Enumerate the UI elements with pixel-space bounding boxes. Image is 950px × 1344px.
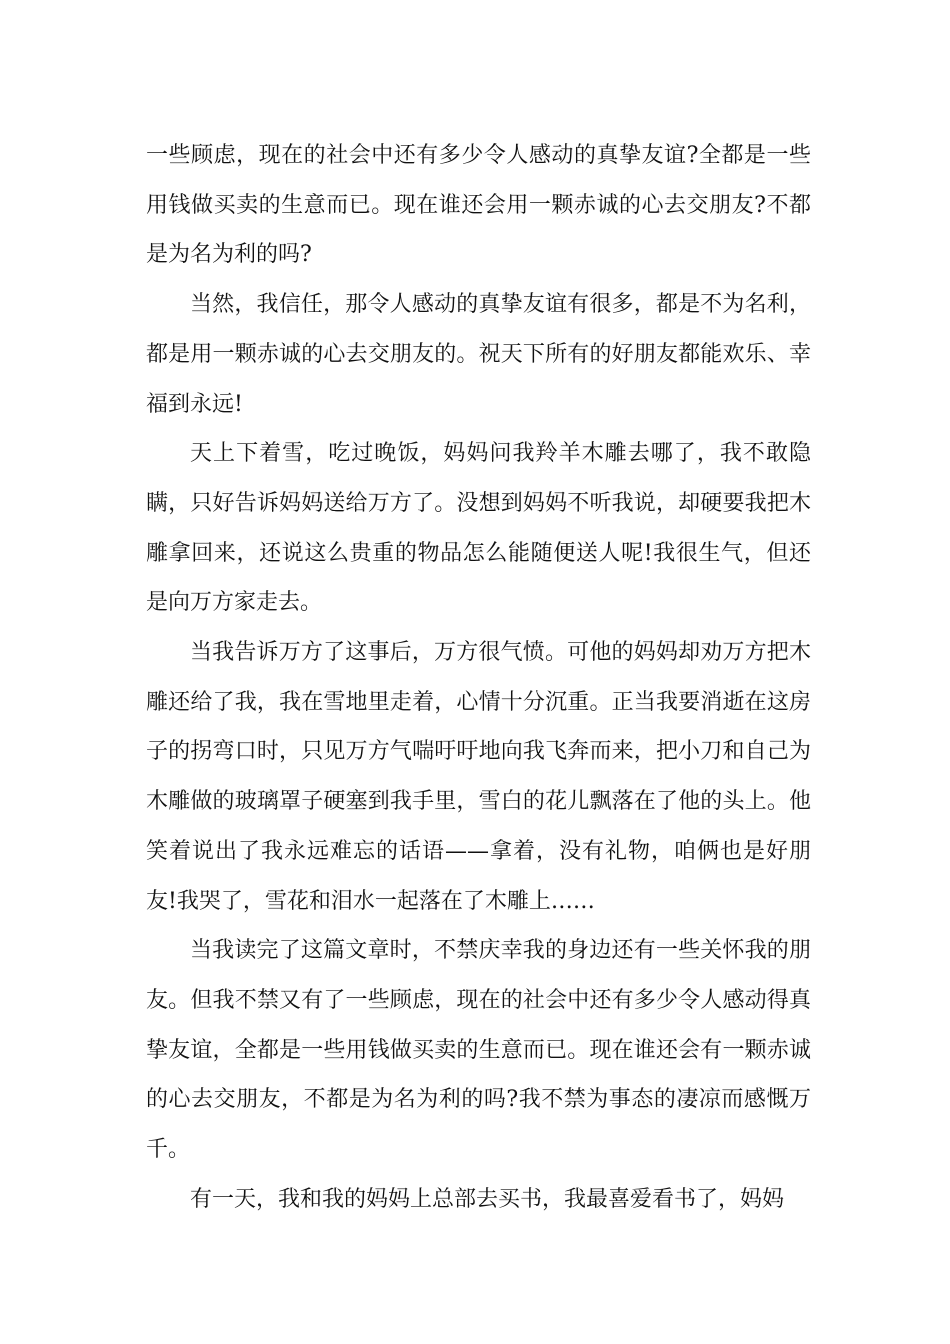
paragraph-3: 天上下着雪，吃过晚饭，妈妈问我羚羊木雕去哪了，我不敢隐瞒，只好告诉妈妈送给万方了。没想到妈妈不听我说，却硬要我把木雕拿回来，还说这么贵重的物品怎么能随便送人呢!我很生气，但还是向万方家走去。 xyxy=(146,441,811,616)
document-body xyxy=(146,131,811,1224)
paragraph-6: 有一天，我和我的妈妈上总部去买书，我最喜爱看书了，妈妈 xyxy=(190,1186,785,1212)
paragraph-1: 一些顾虑，现在的社会中还有多少令人感动的真挚友谊?全都是一些用钱做买卖的生意而已。现在谁还会用一颗赤诚的心去交朋友?不都是为名为利的吗? xyxy=(146,143,811,268)
paragraph-5: 当我读完了这篇文章时，不禁庆幸我的身边还有一些关怀我的朋友。但我不禁又有了一些顾虑，现在的社会中还有多少令人感动得真挚友谊，全都是一些用钱做买卖的生意而已。现在谁还会有一颗赤诚的心去交朋友，不都是为名为利的吗?我不禁为事态的凄凉而感慨万千。 xyxy=(146,938,811,1163)
paragraph-2: 当然，我信任，那令人感动的真挚友谊有很多，都是不为名利，都是用一颗赤诚的心去交朋友的。祝天下所有的好朋友都能欢乐、幸福到永远! xyxy=(146,292,811,417)
paragraph-4: 当我告诉万方了这事后，万方很气愤。可他的妈妈却劝万方把木雕还给了我，我在雪地里走着，心情十分沉重。正当我要消逝在这房子的拐弯口时，只见万方气喘吁吁地向我飞奔而来，把小刀和自己为木雕做的玻璃罩子硬塞到我手里，雪白的花儿飘落在了他的头上。他笑着说出了我永远难忘的话语——拿着，没有礼物，咱俩也是好朋友!我哭了，雪花和泪水一起落在了木雕上…… xyxy=(146,640,811,914)
